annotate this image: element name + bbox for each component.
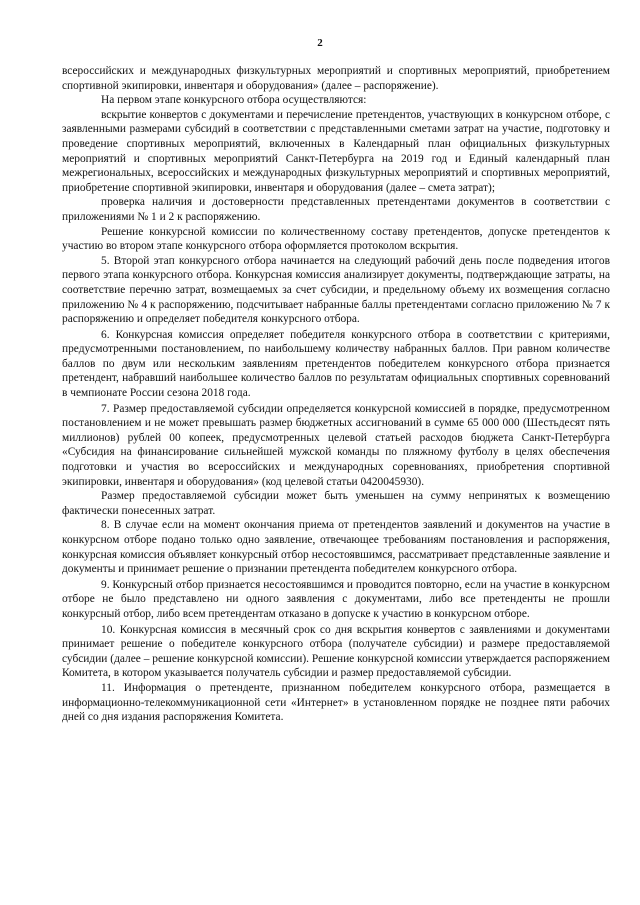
paragraph-item-5: 5. Второй этап конкурсного отбора начинается на следующий рабочий день после подведения итогов первого этапа конкурсного отбора. Конкурсная комиссия анализирует документы, подтверждающие затраты, на соответствие перечню затрат, возмещаемых за счет субсидии, и предельному объему их возмещения согласно приложению № 4 к распоряжению, подсчитывает набранные баллы претендентами согласно приложению № 7 к распоряжению и определяет победителя конкурсного отбора. bbox=[62, 254, 610, 326]
paragraph-document-check: проверка наличия и достоверности представленных претендентами документов в соответствии с приложениями № 1 и 2 к распоряжению. bbox=[62, 196, 610, 223]
page-number: 2 bbox=[317, 37, 323, 49]
paragraph-item-6: 6. Конкурсная комиссия определяет победителя конкурсного отбора в соответствии с критериями, предусмотренными постановлением, по наибольшему количеству набранных баллов. При равном количестве баллов по двум или нескольким заявлениям претендентов победителем конкурсного отбора признается претендент, набравший наибольшее количество баллов по результатам официальных спортивных соревнований в чемпионате России сезона 2018 года. bbox=[62, 328, 610, 400]
paragraph-item-7: 7. Размер предоставляемой субсидии определяется конкурсной комиссией в порядке, предусмотренном постановлением и не может превышать размер бюджетных ассигнований в сумме 65 000 000 (Шестьдесят пять миллионов) рублей 00 копеек, предусмотренных целевой статьей расходов бюджета Санкт-Петербурга «Субсидия на финансирование сильнейшей мужской команды по пляжному футболу в целях обеспечения подготовки и участия во всероссийских и международных соревнованиях, приобретения спортивной экипировки, инвентаря и оборудования» (код целевой статьи 0420045930). bbox=[62, 402, 610, 488]
paragraph-first-stage-intro: На первом этапе конкурсного отбора осуществляются: bbox=[101, 94, 367, 107]
paragraph-item-11: 11. Информация о претенденте, признанном победителем конкурсного отбора, размещается в информационно-телекоммуникационной сети «Интернет» в установленном порядке не позднее пяти рабочих дней со дня издания распоряжения Комитета. bbox=[62, 681, 610, 724]
document-body bbox=[62, 64, 610, 725]
paragraph-continuation: всероссийских и международных физкультурных мероприятий и спортивных мероприятий, приобретением спортивной экипировки, инвентаря и оборудования» (далее – распоряжение). bbox=[62, 65, 610, 92]
paragraph-commission-decision: Решение конкурсной комиссии по количественному составу претендентов, допуске претендентов к участию во втором этапе конкурсного отбора оформляется протоколом вскрытия. bbox=[62, 225, 610, 253]
paragraph-item-8: 8. В случае если на момент окончания приема от претендентов заявлений и документов на участие в конкурсном отборе подано только одно заявление, отвечающее требованиям постановления и распоряжения, конкурсная комиссия объявляет конкурсный отбор несостоявшимся, рассматривает представленные заявление и документы и принимает решение о признании претендента победителем конкурсного отбора. bbox=[62, 519, 610, 576]
paragraph-envelope-opening: вскрытие конвертов с документами и перечисление претендентов, участвующих в конкурсном отборе, с заявленными размерами субсидий в соответствии с представленными сметами затрат на участие, подготовку и проведение спортивных мероприятий, включенных в Календарный план официальных физкультурных мероприятий и спортивных мероприятий Санкт-Петербурга на 2019 год и Единый календарный план межрегиональных, всероссийских и международных физкультурных мероприятий и спортивных мероприятий, приобретение спортивной экипировки, инвентаря и оборудования (далее – смета затрат); bbox=[62, 108, 610, 194]
paragraph-item-9: 9. Конкурсный отбор признается несостоявшимся и проводится повторно, если на участие в конкурсном отборе не было представлено ни одного заявления с документами, либо все претенденты не прошли конкурсный отбор, либо всем претендентам отказано в допуске к участию в конкурсном отборе. bbox=[62, 578, 610, 620]
paragraph-subsidy-reduction: Размер предоставляемой субсидии может быть уменьшен на сумму непринятых к возмещению фактически понесенных затрат. bbox=[62, 490, 610, 517]
paragraph-item-10: 10. Конкурсная комиссия в месячный срок со дня вскрытия конвертов с заявлениями и документами принимает решение о победителе конкурсного отбора (получателе субсидии) и размере предоставляемой субсидии (далее – решение конкурсной комиссии). Решение конкурсной комиссии утверждается распоряжением Комитета, в котором указывается получатель субсидии и размер предоставляемой субсидии. bbox=[62, 623, 610, 680]
